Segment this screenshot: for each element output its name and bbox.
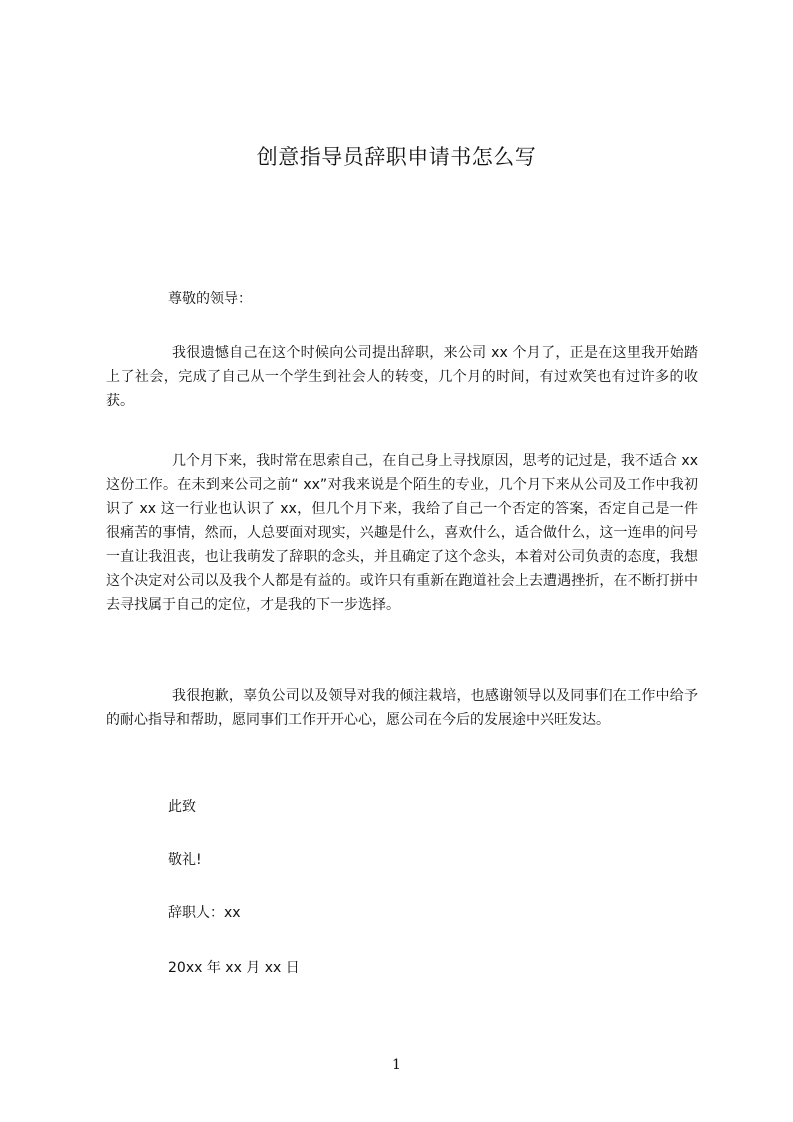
page-number: 1 [392, 1057, 401, 1073]
signature-line: 辞职人：xx [168, 905, 241, 921]
closing-line: 此致 [168, 799, 196, 815]
document-title: 创意指导员辞职申请书怎么写 [256, 145, 537, 169]
date-line: 20xx 年 xx 月 xx 日 [168, 960, 300, 976]
body-paragraph-1: 我很遗憾自己在这个时候向公司提出辞职，来公司 xx 个月了，正是在这里我开始踏上了社会，完成了自己从一个学生到社会人的转变，几个月的时间，有过欢笑也有过许多的收获。 [106, 345, 698, 409]
salutation: 尊敬的领导： [168, 291, 252, 307]
body-paragraph-2: 几个月下来，我时常在思索自己，在自己身上寻找原因，思考的记过是，我不适合 xx 这份工作。在未到来公司之前“ xx”对我来说是个陌生的专业，几个月下来从公司及工作中我初识了 xx 这一行业也认识了 xx，但几个月下来，我给了自己一个否定的答案，否定自己是一件很痛苦的事情，然而，人总要面对现实，兴趣是什么，喜欢什么，适合做什么，这一连串的问号一直让我沮丧，也让我萌发了辞职的念头，并且确定了这个念头，本着对公司负责的态度，我想这个决定对公司以及我个人都是有益的。或许只有重新在跑道社会上去遭遇挫折，在不断打拼中去寻找属于自己的定位，才是我的下一步选择。 [106, 453, 698, 613]
closing-salute: 敬礼! [168, 852, 202, 868]
body-paragraph-3: 我很抱歉，辜负公司以及领导对我的倾注栽培，也感谢领导以及同事们在工作中给予的耐心指导和帮助，愿同事们工作开开心心，愿公司在今后的发展途中兴旺发达。 [106, 688, 698, 728]
